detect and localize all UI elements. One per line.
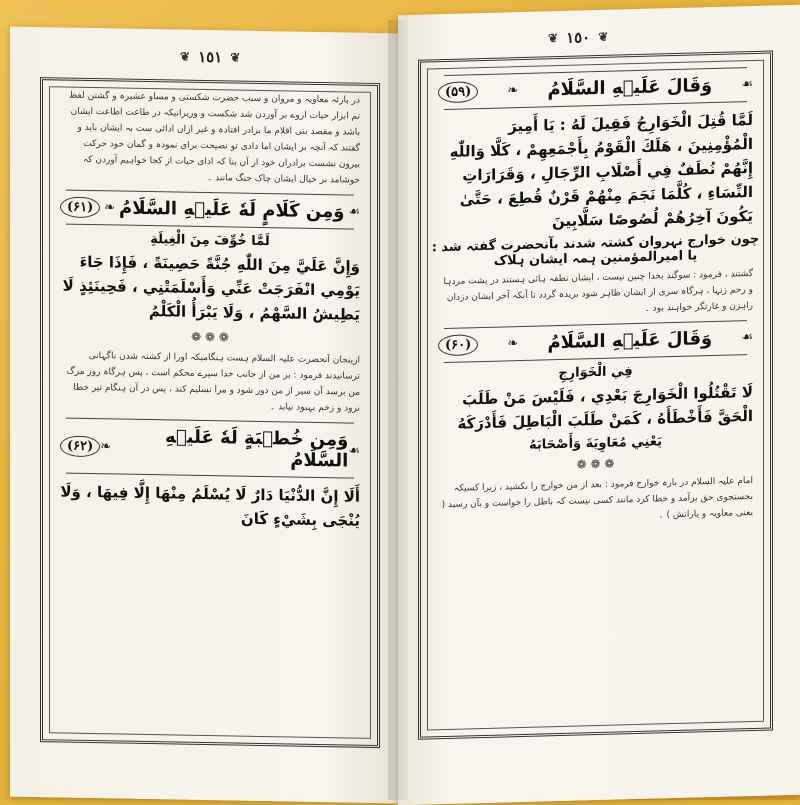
ornament-icon: ❦ <box>180 49 191 64</box>
left-page-frame <box>40 77 380 748</box>
section-subheading: فِي الْخَوَارِجِ <box>558 364 633 382</box>
section-number: (۵۹) <box>438 81 478 103</box>
flourish-icon: ❧ <box>104 200 116 216</box>
flourish-icon: ❧ <box>507 336 519 352</box>
right-page <box>398 5 800 805</box>
translation-text: امام علیہ السلام در بارہ خوارج فرمود : بعد از من خوارج را نکشید ، زیرا کسیکہ بجستجوی حق برآمد و خطا کرد مانند کسی نیست کہ باطل را خواست و بآن رسید ( یعنی معاویہ و یارانش ) ۔ <box>441 475 753 521</box>
translation-text: ازینجان آنحضرت علیہ السلام ہست ہنگامیکہ اورا از کشتہ شدن ناگہانی ترسانیدند فرمود : بر من از جانب خدا سپرے محکم است ، پس ہرگاہ روز مرگ من برسد آن سپر از من دور شود و مرا تسلیم کند ، پس در آن ہنگام تیر خطا نرود و زخم بہبود نیابد ۔ <box>66 350 360 414</box>
intro-paragraph: در بارئہ معاویہ و مروان و سبب حضرت شکستی و مساو عشیرہ و گشتن لفظ تم ابزار حیات ازوے بر آوردن شد شکست و وزیرانیکہ در طاعت اطاعت ایشان باشد و مقصد بنی اقلام ما برادر افتادہ و غیر ازاں ادائی ست بہ ایشان باید و گفتند کہ آنچہ بر ایشان اما دادی تو نصیحت برای نمودہ و گمان خود حرکت بیرون نشست برادران خود از آں بنا کہ ادای حیات از کجا خواہیم آوردن کہ خوشامد بر خیال ایشان چاک جنگ مانند ۔ <box>68 90 360 186</box>
right-page-frame <box>418 50 773 739</box>
flourish-icon: ❧ <box>507 83 519 99</box>
translation-text: گشتند ، فرمود : سوگند بخدا چنین نیست ، ایشان نطفہ ہائی ہستند در پشت مردہا و رحم زنہا ، ہرگاہ سری از ایشان ظاہر شود بریدہ گردد تا آنکہ آخر ایشان دزدان راہزن و غارتگر خواہند بود ۔ <box>443 268 753 314</box>
page-number-text: ١٥١ <box>198 47 223 67</box>
section-heading: وَمِن کَلَامٍ لَهٗ عَلَیۡهِ السَّلَامُ <box>119 197 345 223</box>
left-page-number <box>180 48 240 67</box>
flourish-icon: ☙ <box>741 76 753 93</box>
divider <box>66 418 354 424</box>
left-page-content <box>49 86 371 739</box>
ornament-icon: ❦ <box>548 31 559 46</box>
separator-ornament-icon: ❁ ❁ ❁ <box>191 329 229 345</box>
flourish-icon: ☙ <box>348 204 360 220</box>
section-heading: وَمِن خُطۡبَةٍ لَهٗ عَلَیۡهِ السَّلَامُ <box>165 426 349 472</box>
separator-ornament-icon: ❁ ❁ ❁ <box>576 456 615 472</box>
section-heading: وَقَالَ عَلَیۡهِ السَّلَامُ <box>547 328 713 354</box>
section-number: (۶۲) <box>60 435 100 457</box>
arabic-text: أَلَا إِنَّ الدُّنْيَا دَارٌ لَا يُسْلَمُ مِنْهَا إِلَّا فِيهَا ، وَلَا يُنْجَى بِشَيْءٍ كَانَ <box>60 482 360 530</box>
section-heading: وَقَالَ عَلَیۡهِ السَّلَامُ <box>547 75 713 101</box>
section-number: (۶۰) <box>438 334 478 356</box>
translation-lead: چون خوارج نہروان کشتہ شدند بآنحضرت گفتہ شد : یا امیرالمؤمنین ہمہ ایشان ہلاک <box>431 231 760 269</box>
section-61-header <box>50 196 370 223</box>
divider <box>66 224 354 230</box>
section-62-header <box>50 424 370 472</box>
note-text: يَعْنِي مُعَاوِيَةَ وَأَصْحَابَهُ <box>529 434 662 453</box>
flourish-icon: ☙ <box>348 443 360 459</box>
flourish-icon: ❧ <box>100 438 112 454</box>
ornament-icon: ❦ <box>230 50 241 65</box>
ornament-icon: ❦ <box>598 29 609 45</box>
left-page <box>10 27 398 804</box>
page-number-text: ١٥٠ <box>566 28 591 47</box>
flourish-icon: ☙ <box>741 329 753 346</box>
section-subheading: لَمَّا خُوِّفَ مِنَ الْغِيلَةِ <box>150 232 270 250</box>
right-page-content <box>427 60 764 731</box>
section-59-header <box>428 74 763 104</box>
right-page-number <box>548 28 608 48</box>
section-60-header <box>428 327 763 357</box>
divider <box>66 190 354 196</box>
arabic-text: لَا تَقْتُلُوا الْخَوَارِجَ بَعْدِي ، فَلَيْسَ مَنْ طَلَبَ الْحَقَّ فَأَخْطَأَهُ ، كَمَنْ طَلَبَ الْبَاطِلَ فَأَدْرَكَهُ <box>457 382 753 433</box>
book-gutter <box>388 20 408 800</box>
divider <box>66 473 354 479</box>
arabic-text: لَمَّا قُتِلَ الْخَوَارِجُ فَقِيلَ لَهُ : يَا أَمِيرَ الْمُؤْمِنِينَ ، هَلَكَ الْقَوْمُ بِأَجْمَعِهِمْ ، كَلَّا وَاللّٰهِ إِنَّهُمْ نُطَفٌ فِي أَصْلَابِ الرِّجَالِ ، وَقَرَارَاتِ النِّسَاءِ ، كُلَّمَا نَجَمَ مِنْهُمْ قَرْنٌ قُطِعَ ، حَتَّىٰ يَكُونَ آخِرُهُمْ لُصُوصًا سَلَّابِينَ <box>449 110 753 231</box>
section-number: (۶۱) <box>60 196 100 218</box>
arabic-text: وَإِنَّ عَلَيَّ مِنَ اللّٰهِ جُنَّةً حَصِينَةً ، فَإِذَا جَاءَ يَوْمِي انْفَرَجَتْ عَنِّي وَأَسْلَمَتْنِي ، فَحِينَئِذٍ لَا يَطِيشُ السَّهْمُ ، وَلَا يَبْرَأُ الْكَلْمُ <box>62 252 360 324</box>
